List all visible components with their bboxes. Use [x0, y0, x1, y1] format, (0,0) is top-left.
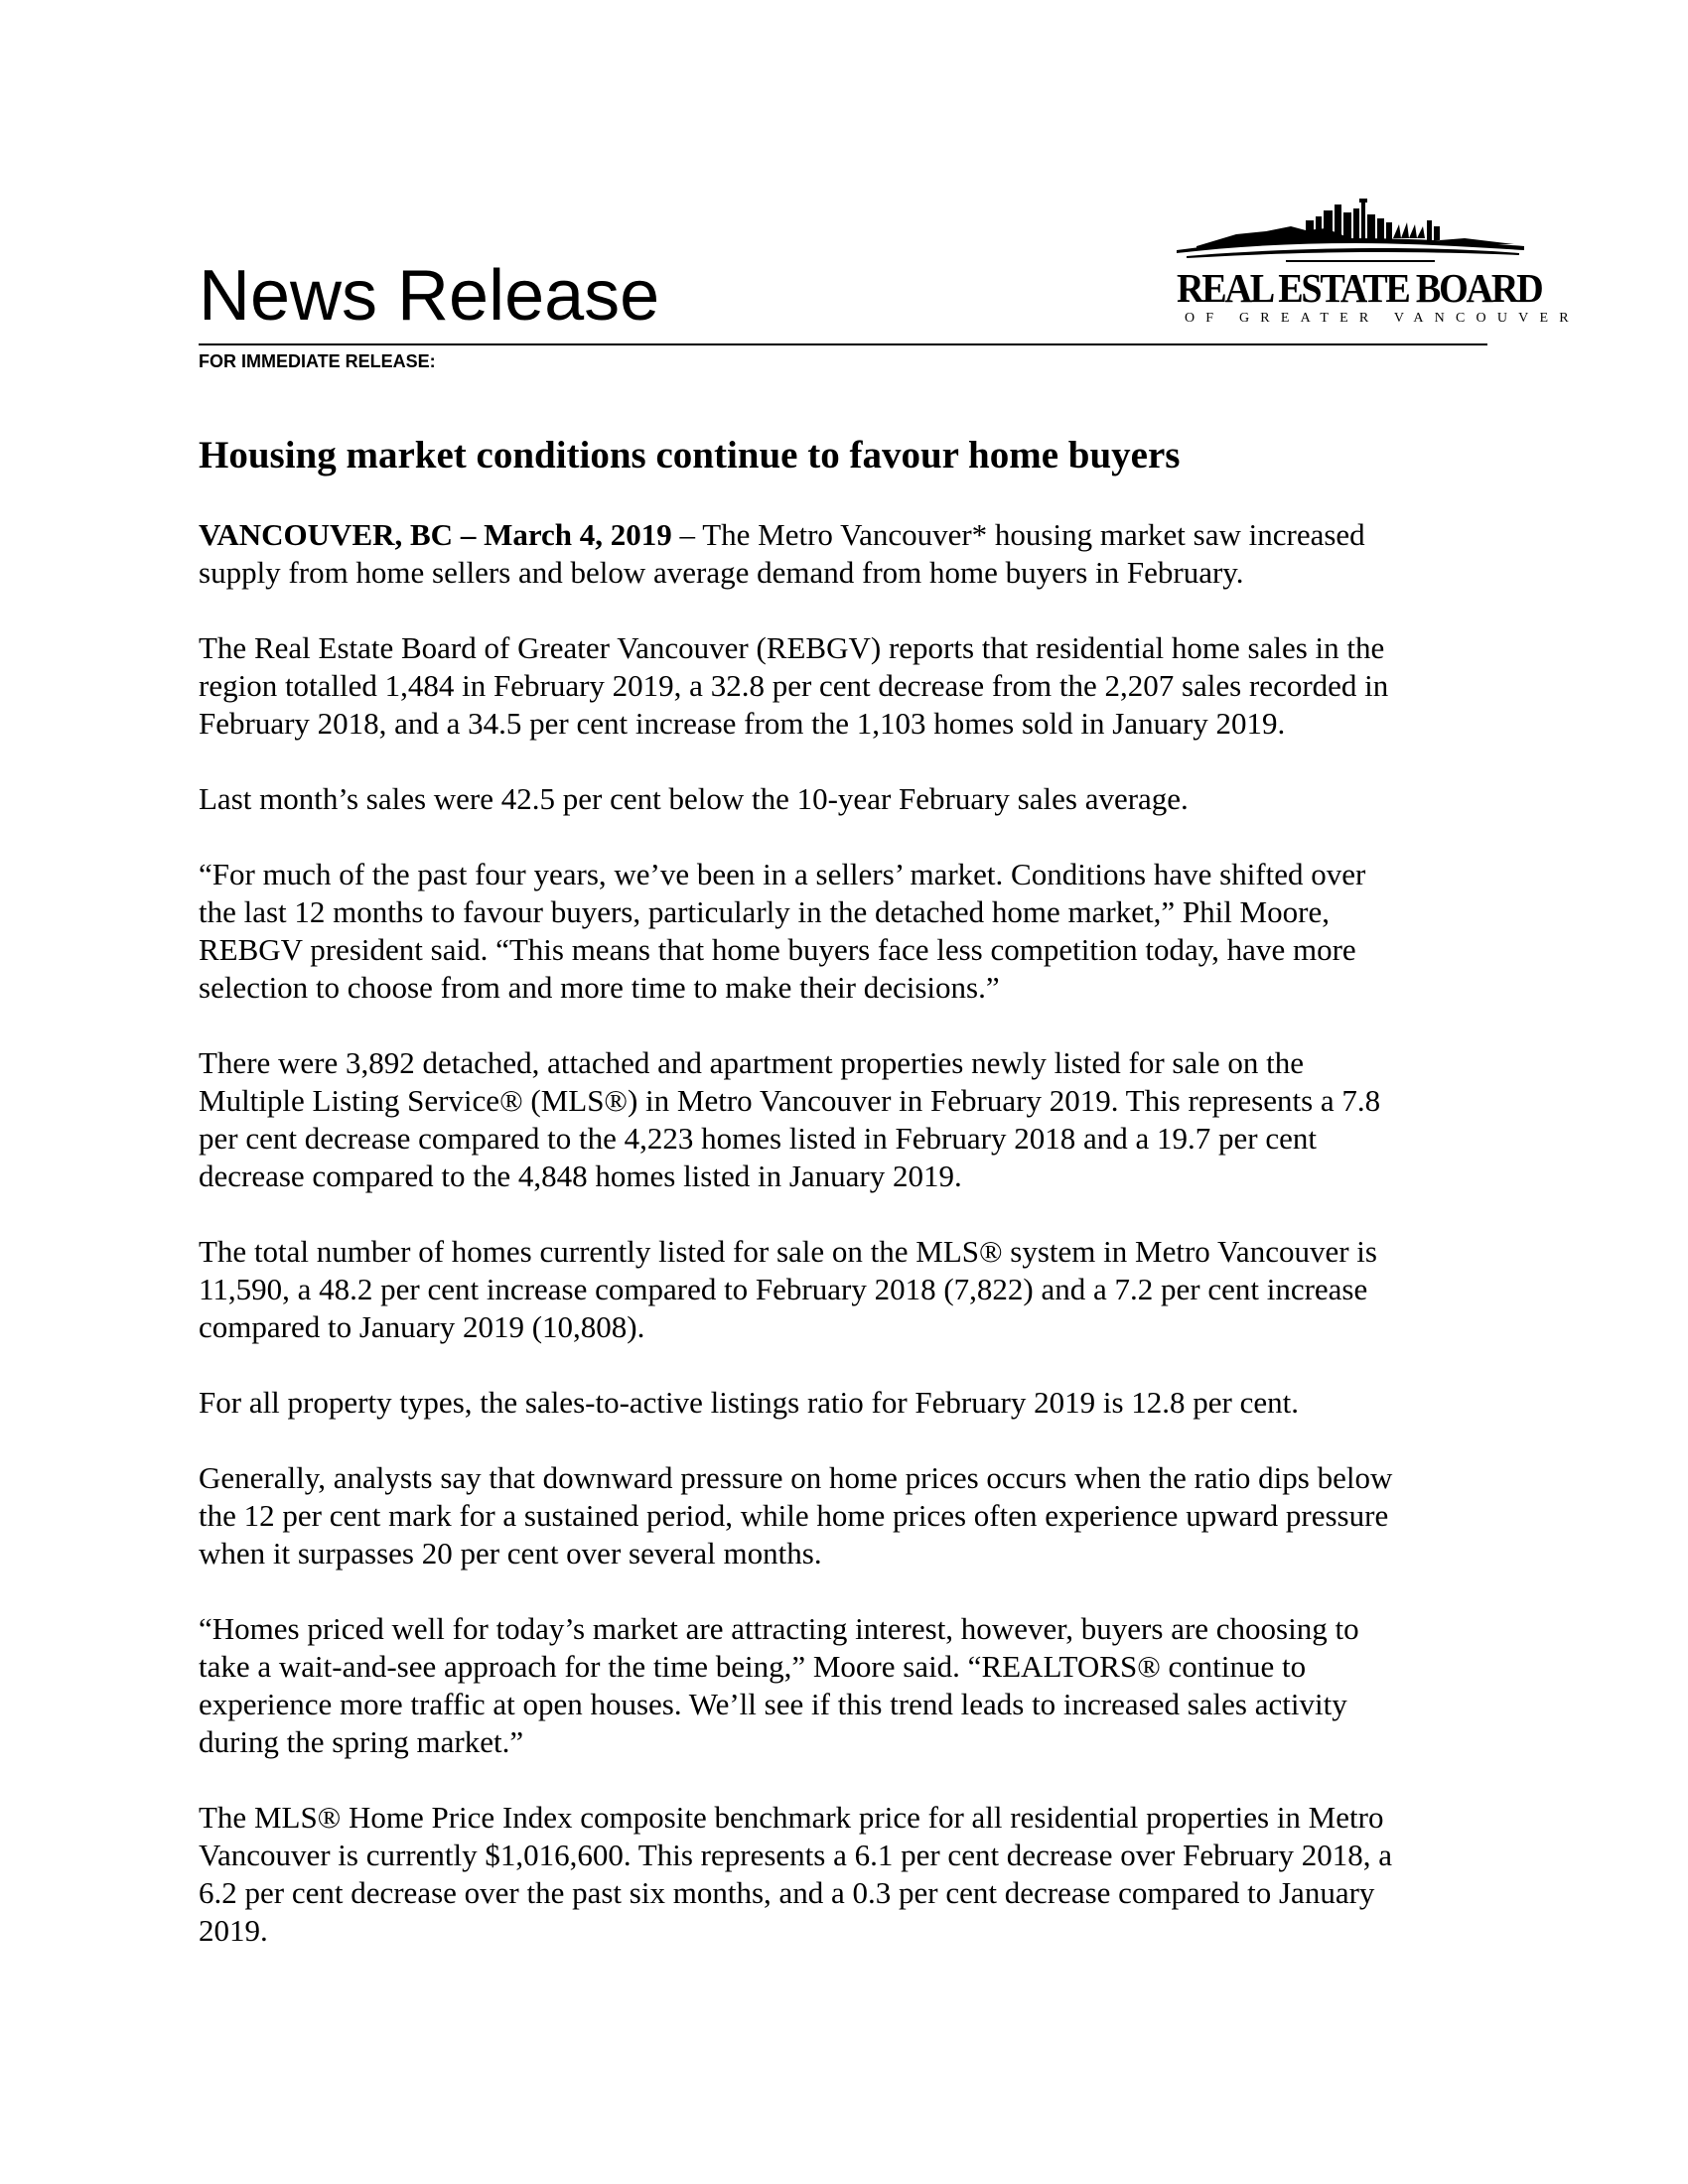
paragraph-line: when it surpasses 20 per cent over several months. [199, 1536, 822, 1570]
paragraph [199, 1610, 1499, 1761]
rebgv-logo [1177, 199, 1580, 338]
paragraph-line: 11,590, a 48.2 per cent increase compared to February 2018 (7,822) and a 7.2 per cent increase [199, 1272, 1368, 1306]
paragraph [199, 629, 1499, 743]
paragraph [199, 1459, 1499, 1572]
paragraph-line: compared to January 2019 (10,808). [199, 1309, 645, 1344]
release-label: FOR IMMEDIATE RELEASE: [199, 351, 436, 371]
paragraph-line: REBGV president said. “This means that home buyers face less competition today, have more [199, 932, 1356, 967]
article-body [199, 516, 1499, 1987]
paragraph-line: region totalled 1,484 in February 2019, a 32.8 per cent decrease from the 2,207 sales recorded in [199, 668, 1389, 703]
paragraph-line: The total number of homes currently listed for sale on the MLS® system in Metro Vancouver is [199, 1234, 1377, 1269]
paragraph-line: take a wait-and-see approach for the time being,” Moore said. “REALTORS® continue to [199, 1649, 1307, 1684]
paragraph-line: experience more traffic at open houses. We’ll see if this trend leads to increased sales activity [199, 1687, 1347, 1721]
logo-main-text: REAL ESTATE BOARD [1177, 265, 1542, 311]
paragraph [199, 1233, 1499, 1346]
page-title: News Release [199, 256, 660, 336]
paragraph-line: Generally, analysts say that downward pressure on home prices occurs when the ratio dips below [199, 1460, 1393, 1495]
paragraph-line: during the spring market.” [199, 1724, 524, 1759]
paragraph-line: There were 3,892 detached, attached and apartment properties newly listed for sale on the [199, 1045, 1304, 1080]
paragraph [199, 1384, 1499, 1422]
paragraph-line: the last 12 months to favour buyers, particularly in the detached home market,” Phil Moore, [199, 894, 1330, 929]
headline: Housing market conditions continue to favour home buyers [199, 434, 1181, 477]
paragraph-line: per cent decrease compared to the 4,223 homes listed in February 2018 and a 19.7 per cent [199, 1121, 1317, 1156]
paragraph-line: decrease compared to the 4,848 homes listed in January 2019. [199, 1159, 962, 1193]
paragraph-line: selection to choose from and more time to make their decisions.” [199, 970, 1000, 1005]
paragraph-line: Vancouver is currently $1,016,600. This represents a 6.1 per cent decrease over February 2018, a [199, 1838, 1392, 1872]
paragraph-line: Multiple Listing Service® (MLS®) in Metro Vancouver in February 2019. This represents a 7.8 [199, 1083, 1381, 1118]
dateline: VANCOUVER, BC – March 4, 2019 [199, 517, 672, 552]
header-divider [199, 343, 1487, 345]
paragraph-line: “Homes priced well for today’s market are attracting interest, however, buyers are choosing to [199, 1611, 1359, 1646]
paragraph-line: The Real Estate Board of Greater Vancouver (REBGV) reports that residential home sales in the [199, 630, 1385, 665]
city-skyline-icon [1177, 199, 1524, 268]
paragraph-line: VANCOUVER, BC – March 4, 2019 – The Metro Vancouver* housing market saw increased [199, 517, 1365, 552]
paragraph [199, 1799, 1499, 1950]
paragraph [199, 856, 1499, 1007]
paragraph [199, 1044, 1499, 1195]
paragraph-line: the 12 per cent mark for a sustained period, while home prices often experience upward pressure [199, 1498, 1389, 1533]
logo-sub-text: OF GREATER VANCOUVER [1185, 311, 1580, 326]
paragraph-line: Last month’s sales were 42.5 per cent below the 10-year February sales average. [199, 781, 1189, 816]
paragraph-line: February 2018, and a 34.5 per cent increase from the 1,103 homes sold in January 2019. [199, 706, 1286, 741]
paragraph-line: supply from home sellers and below average demand from home buyers in February. [199, 555, 1244, 590]
paragraph-line: For all property types, the sales-to-active listings ratio for February 2019 is 12.8 per cent. [199, 1385, 1299, 1420]
paragraph-line: “For much of the past four years, we’ve been in a sellers’ market. Conditions have shifted over [199, 857, 1366, 891]
paragraph [199, 780, 1499, 818]
paragraph-line: 6.2 per cent decrease over the past six months, and a 0.3 per cent decrease compared to January [199, 1875, 1375, 1910]
paragraph-line: 2019. [199, 1913, 268, 1948]
paragraph-line: The MLS® Home Price Index composite benchmark price for all residential properties in Metro [199, 1800, 1384, 1835]
paragraph [199, 516, 1499, 592]
